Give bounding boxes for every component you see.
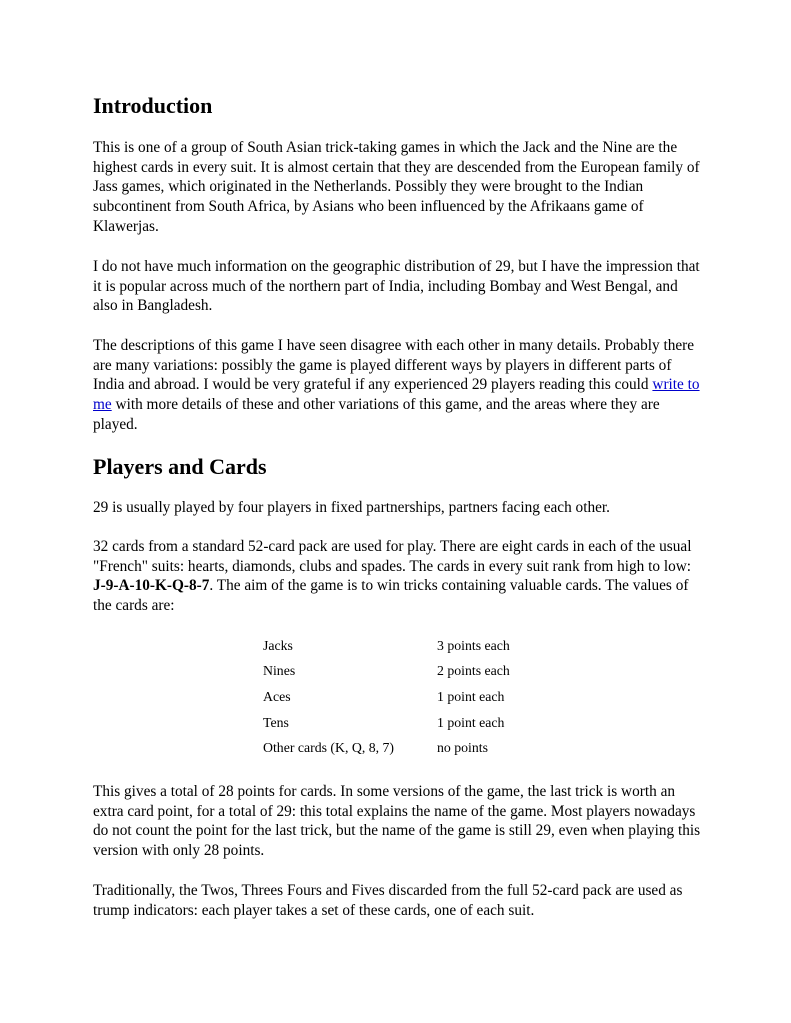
card-rank-order: J-9-A-10-K-Q-8-7: [93, 577, 210, 595]
card-value-cell: 1 point each: [437, 688, 505, 704]
table-row: [263, 659, 510, 685]
card-value-cell: 2 points each: [437, 663, 510, 679]
players-paragraph-3: This gives a total of 28 points for cards. In some versions of the game, the last trick is worth an extra card point, for a total of 29: this total explains the name of the game. Most players nowadays do not count the point for the last trick, but the name of the game is still 29, even when playing this version with only 28 points.: [93, 783, 701, 860]
heading-players-and-cards: Players and Cards: [93, 454, 267, 479]
players-paragraph-2: [93, 537, 705, 616]
heading-introduction: Introduction: [93, 93, 213, 118]
intro-paragraph-3-text-b: with more details of these and other variations of this game, and the areas where they are played.: [93, 396, 660, 433]
table-row: [263, 735, 510, 761]
intro-paragraph-3-text-a: The descriptions of this game I have seen disagree with each other in many details. Probably there are many variations: possibly the game is played different ways by players in different parts of India and abroad. I would be very grateful if any experienced 29 players reading this could: [93, 337, 695, 394]
card-name-cell: Jacks: [263, 637, 293, 653]
card-values-table: [263, 633, 510, 761]
write-to-me-link[interactable]: write to me: [93, 376, 700, 414]
players-paragraph-2-text-b: . The aim of the game is to win tricks containing valuable cards. The values of the cards are:: [93, 577, 689, 615]
table-row: [263, 710, 510, 736]
players-paragraph-2-text-a: 32 cards from a standard 52-card pack are used for play. There are eight cards in each of the usual "French" suits: hearts, diamonds, clubs and spades. The cards in every suit rank from high to low:: [93, 538, 692, 575]
intro-paragraph-3: [93, 336, 705, 435]
card-value-cell: no points: [437, 740, 488, 756]
players-paragraph-1: 29 is usually played by four players in fixed partnerships, partners facing each other.: [93, 499, 610, 516]
card-value-cell: 3 points each: [437, 637, 510, 653]
table-row: [263, 633, 510, 659]
intro-paragraph-1: This is one of a group of South Asian trick-taking games in which the Jack and the Nine are the highest cards in every suit. It is almost certain that they are descended from the European family of Jass games, which originated in the Netherlands. Possibly they were brought to the Indian subcontinent from South Africa, by Asians who been influenced by the Afrikaans game of Klawerjas.: [93, 139, 700, 235]
card-value-cell: 1 point each: [437, 714, 505, 730]
card-name-cell: Nines: [263, 663, 296, 679]
card-name-cell: Tens: [263, 714, 289, 730]
card-name-cell: Other cards (K, Q, 8, 7): [263, 740, 395, 756]
card-name-cell: Aces: [263, 688, 291, 704]
table-row: [263, 684, 510, 710]
intro-paragraph-2: I do not have much information on the geographic distribution of 29, but I have the impression that it is popular across much of the northern part of India, including Bombay and West Bengal, and also in Bangladesh.: [93, 258, 700, 315]
players-paragraph-4: Traditionally, the Twos, Threes Fours and Fives discarded from the full 52-card pack are used as trump indicators: each player takes a set of these cards, one of each suit.: [93, 882, 683, 919]
